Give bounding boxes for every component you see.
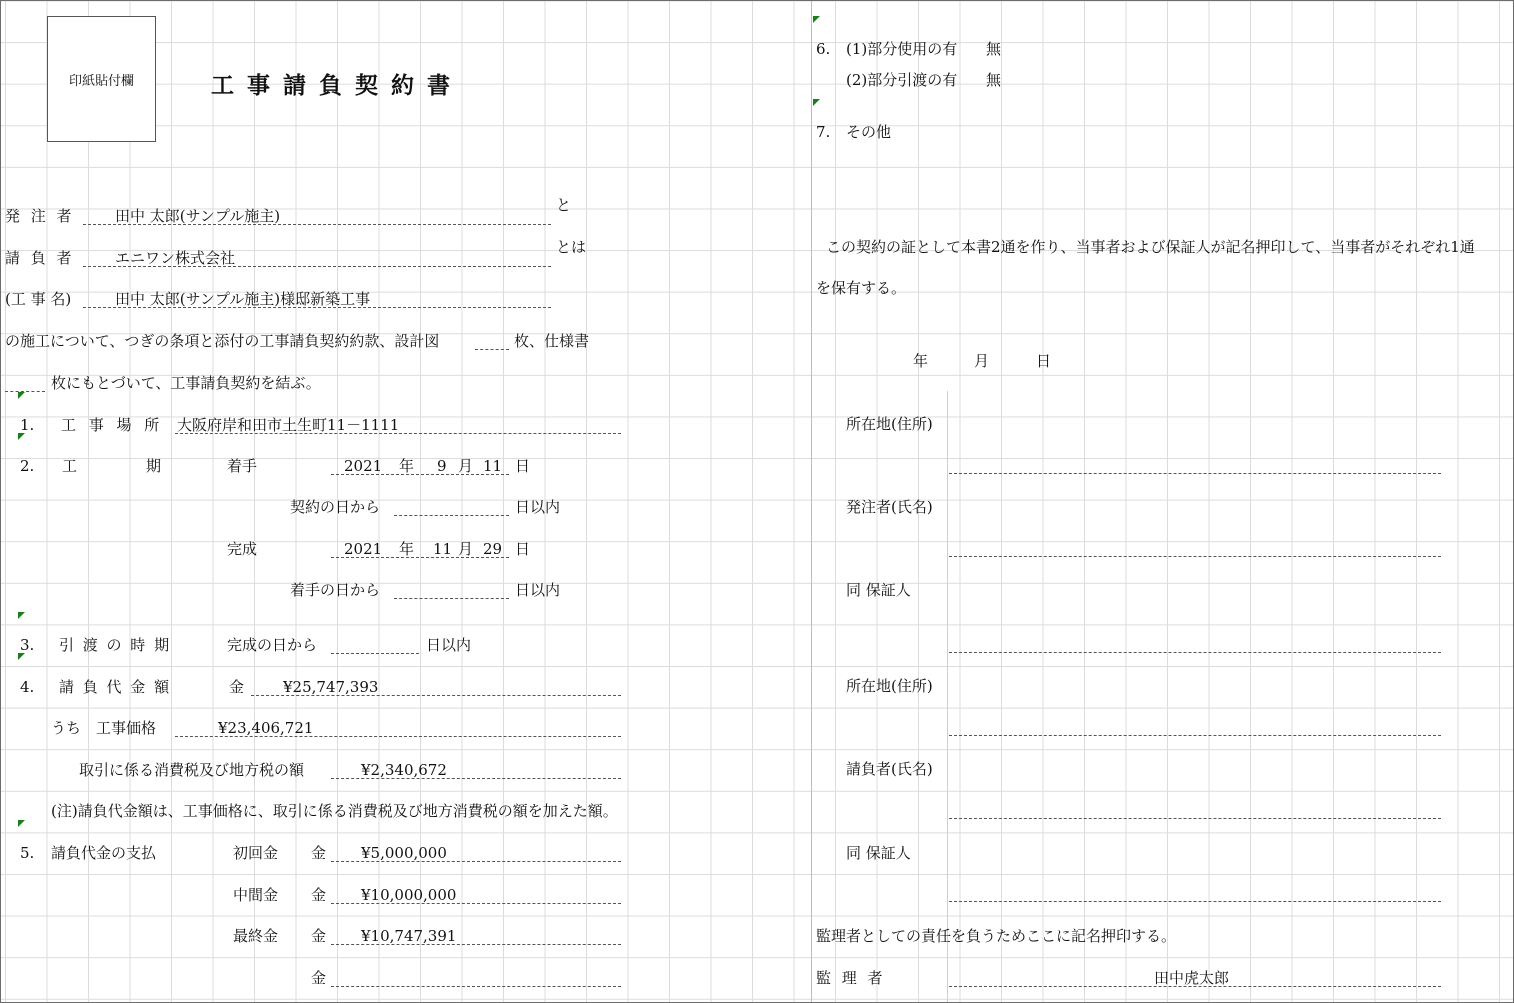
date-year-label: 年 bbox=[913, 352, 929, 370]
contractor-value[interactable]: エニワン株式会社 bbox=[115, 249, 236, 267]
contract-days-field[interactable] bbox=[394, 515, 509, 516]
extra-payment-field[interactable] bbox=[331, 986, 621, 987]
handover-label: 引 渡 の 時 期 bbox=[59, 636, 172, 654]
orderer-suffix: と bbox=[556, 196, 572, 214]
final-payment-underline bbox=[331, 944, 621, 945]
start-label: 着手 bbox=[227, 457, 258, 475]
orderer-underline bbox=[83, 224, 551, 225]
finish-year[interactable]: 2021 bbox=[344, 540, 383, 558]
date-day-label: 日 bbox=[1036, 352, 1052, 370]
orderer-guarantor-label: 同 保証人 bbox=[846, 581, 911, 599]
orderer-address-field[interactable] bbox=[949, 473, 1441, 474]
stamp-box-label: 印紙貼付欄 bbox=[68, 73, 134, 89]
orderer-name-label: 発注者(氏名) bbox=[846, 498, 933, 516]
start-year[interactable]: 2021 bbox=[344, 457, 383, 475]
first-payment-label: 初回金 bbox=[233, 844, 279, 862]
tax-value[interactable]: ¥2,340,672 bbox=[361, 761, 447, 779]
intro-line-1: の施工について、つぎの条項と添付の工事請負契約約款、設計図 bbox=[5, 332, 440, 350]
work-price-value[interactable]: ¥23,406,721 bbox=[218, 719, 314, 737]
amount-note: (注)請負代金額は、工事価格に、取引に係る消費税及び地方消費税の額を加えた額。 bbox=[51, 802, 618, 820]
tax-underline bbox=[331, 778, 621, 779]
comment-marker-icon bbox=[813, 99, 820, 106]
middle-payment-label: 中間金 bbox=[233, 886, 279, 904]
orderer-address-label: 所在地(住所) bbox=[846, 415, 933, 433]
amount-underline bbox=[251, 695, 621, 696]
work-price-label: 工事価格 bbox=[96, 719, 157, 737]
contractor-underline bbox=[83, 266, 551, 267]
document-title: 工事請負契約書 bbox=[211, 72, 463, 99]
comment-marker-icon bbox=[18, 612, 25, 619]
intro-line-2: 枚にもとづいて、工事請負契約を結ぶ。 bbox=[51, 374, 321, 392]
column-divider bbox=[947, 391, 948, 1002]
supervisor-underline bbox=[949, 986, 1441, 987]
comment-marker-icon bbox=[18, 820, 25, 827]
middle-payment-underline bbox=[331, 903, 621, 904]
first-payment-value[interactable]: ¥5,000,000 bbox=[361, 844, 447, 862]
item6-partial-use-label: (1)部分使用の有 bbox=[846, 40, 958, 58]
orderer-guarantor-field[interactable] bbox=[949, 652, 1441, 653]
payment-label: 請負代金の支払 bbox=[51, 844, 157, 862]
from-start-label: 着手の日から bbox=[290, 581, 381, 599]
amount-kin: 金 bbox=[229, 678, 245, 696]
handover-number: 3. bbox=[20, 636, 35, 654]
site-value[interactable]: 大阪府岸和田市土生町11－1111 bbox=[177, 416, 400, 434]
first-payment-underline bbox=[331, 861, 621, 862]
finish-month[interactable]: 11 bbox=[433, 540, 453, 558]
site-underline bbox=[175, 433, 621, 434]
middle-payment-kin: 金 bbox=[311, 886, 327, 904]
contractor-name-label: 請負者(氏名) bbox=[846, 760, 933, 778]
from-contract-label: 契約の日から bbox=[290, 498, 381, 516]
project-label: (工 事 名) bbox=[5, 290, 72, 308]
payment-number: 5. bbox=[20, 844, 35, 862]
column-divider bbox=[811, 1, 812, 1002]
amount-number: 4. bbox=[20, 678, 35, 696]
supervisor-label: 監 理 者 bbox=[816, 969, 886, 987]
revenue-stamp-box bbox=[47, 16, 156, 142]
tax-label: 取引に係る消費税及び地方税の額 bbox=[79, 761, 305, 779]
finish-date-underline bbox=[331, 557, 509, 558]
handover-from-label: 完成の日から bbox=[227, 636, 318, 654]
final-payment-kin: 金 bbox=[311, 927, 327, 945]
orderer-label: 発 注 者 bbox=[5, 207, 75, 225]
item6-partial-handover-label: (2)部分引渡の有 bbox=[846, 71, 958, 89]
supervisor-statement: 監理者としての責任を負うためここに記名押印する。 bbox=[816, 927, 1177, 945]
finish-label: 完成 bbox=[227, 540, 258, 558]
final-payment-value[interactable]: ¥10,747,391 bbox=[361, 927, 457, 945]
finish-year-unit: 年 bbox=[399, 540, 415, 558]
site-number: 1. bbox=[20, 416, 35, 434]
start-date-underline bbox=[331, 474, 509, 475]
work-price-underline bbox=[175, 736, 621, 737]
start-month-unit: 月 bbox=[458, 457, 474, 475]
orderer-value[interactable]: 田中 太郎(サンプル施主) bbox=[115, 207, 281, 225]
item6-number: 6. bbox=[816, 40, 831, 58]
contractor-guarantor-field[interactable] bbox=[949, 901, 1441, 902]
period-label-b: 期 bbox=[146, 457, 162, 475]
project-underline bbox=[83, 307, 551, 308]
period-label-a: 工 bbox=[62, 457, 78, 475]
first-payment-kin: 金 bbox=[311, 844, 327, 862]
certification-line-1: この契約の証として本書2通を作り、当事者および保証人が記名押印して、当事者がそれぞれ1通 bbox=[826, 238, 1475, 256]
finish-day-unit: 日 bbox=[515, 540, 531, 558]
within-days-label: 日以内 bbox=[515, 498, 561, 516]
contractor-suffix: とは bbox=[556, 238, 587, 256]
contractor-address-field[interactable] bbox=[949, 735, 1441, 736]
item6-partial-handover-value[interactable]: 無 bbox=[986, 71, 1002, 89]
start-day-unit: 日 bbox=[515, 457, 531, 475]
amount-value[interactable]: ¥25,747,393 bbox=[283, 678, 379, 696]
site-label: 工 事 場 所 bbox=[61, 416, 164, 434]
start-year-unit: 年 bbox=[399, 457, 415, 475]
handover-days-field[interactable] bbox=[331, 653, 419, 654]
within-days-label-2: 日以内 bbox=[515, 581, 561, 599]
start-days-field[interactable] bbox=[394, 598, 509, 599]
uchi-label: うち bbox=[51, 719, 82, 737]
amount-label: 請 負 代 金 額 bbox=[59, 678, 172, 696]
supervisor-name[interactable]: 田中虎太郎 bbox=[1154, 969, 1230, 987]
comment-marker-icon bbox=[18, 653, 25, 660]
drawing-count-field[interactable] bbox=[475, 349, 509, 350]
comment-marker-icon bbox=[813, 16, 820, 23]
item7-label: その他 bbox=[846, 123, 892, 141]
start-day[interactable]: 11 bbox=[483, 457, 503, 475]
certification-line-2: を保有する。 bbox=[816, 279, 907, 297]
date-month-label: 月 bbox=[974, 352, 990, 370]
final-payment-label: 最終金 bbox=[233, 927, 279, 945]
contractor-name-field[interactable] bbox=[949, 818, 1441, 819]
finish-day[interactable]: 29 bbox=[483, 540, 503, 558]
contractor-label: 請 負 者 bbox=[5, 249, 75, 267]
middle-payment-value[interactable]: ¥10,000,000 bbox=[361, 886, 457, 904]
item7-number: 7. bbox=[816, 123, 831, 141]
extra-payment-kin: 金 bbox=[311, 969, 327, 987]
spec-count-field[interactable] bbox=[5, 391, 45, 392]
contractor-guarantor-label: 同 保証人 bbox=[846, 844, 911, 862]
orderer-name-field[interactable] bbox=[949, 556, 1441, 557]
intro-line-1-b: 枚、仕様書 bbox=[514, 332, 590, 350]
comment-marker-icon bbox=[18, 392, 25, 399]
period-number: 2. bbox=[20, 457, 35, 475]
start-month[interactable]: 9 bbox=[437, 457, 447, 475]
contractor-address-label: 所在地(住所) bbox=[846, 677, 933, 695]
handover-within-days: 日以内 bbox=[426, 636, 472, 654]
item6-partial-use-value[interactable]: 無 bbox=[986, 40, 1002, 58]
project-value[interactable]: 田中 太郎(サンプル施主)様邸新築工事 bbox=[115, 290, 371, 308]
finish-month-unit: 月 bbox=[458, 540, 474, 558]
comment-marker-icon bbox=[18, 433, 25, 440]
